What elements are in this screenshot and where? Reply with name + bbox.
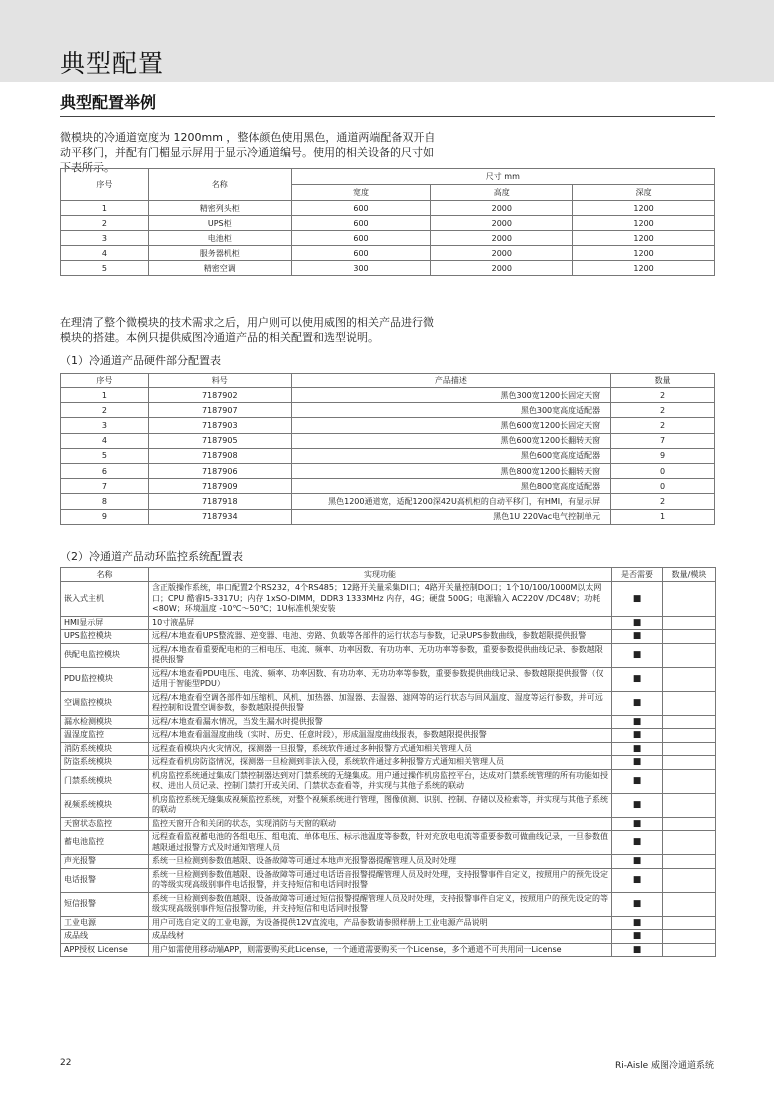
row-part-number: 7187909	[148, 479, 291, 494]
table-row	[61, 463, 715, 478]
table-row	[61, 231, 715, 246]
row-description: 黑色300宽高度适配器	[291, 403, 610, 418]
row-function: 监控天窗开合和关闭的状态，实现消防与天窗的联动	[149, 817, 612, 831]
table-row	[61, 729, 716, 743]
row-name: UPS柜	[148, 216, 291, 231]
footer-product: Ri-Aisle 威图冷通道系统	[614, 1061, 714, 1071]
monitoring-table-caption: （2）冷通道产品动环监控系统配置表	[60, 550, 243, 563]
section-divider	[60, 116, 715, 117]
required-mark: ■	[612, 582, 663, 617]
table-row	[61, 246, 715, 261]
required-mark: ■	[612, 793, 663, 817]
row-quantity: 7	[611, 433, 715, 448]
row-seq: 2	[61, 403, 149, 418]
row-seq: 1	[61, 201, 149, 216]
row-part-number: 7187903	[148, 418, 291, 433]
row-function: 远程/本地查看重要配电柜的三相电压、电流、频率、功率因数、有功功率、无功功率等参数，重要参数提供曲线记录、参数越限提供报警	[149, 643, 612, 667]
mon-header-required: 是否需要	[612, 568, 663, 582]
row-quantity	[663, 769, 716, 793]
row-name: 精密空调	[148, 261, 291, 276]
row-module-name: HMI显示屏	[61, 616, 149, 630]
row-function: 机房监控系统通过集成门禁控制器达到对门禁系统的无缝集成。用户通过操作机房监控平台，达成对门禁系统管理的所有功能如授权、进出人员记录、控制门禁打开或关闭、门禁状态查看等，并实现与其他子系统的联动	[149, 769, 612, 793]
page-number: 22	[60, 1058, 72, 1068]
table-row	[61, 479, 715, 494]
row-seq: 1	[61, 388, 149, 403]
row-part-number: 7187934	[148, 509, 291, 524]
row-seq: 4	[61, 433, 149, 448]
row-depth: 1200	[573, 246, 715, 261]
row-quantity: 1	[611, 509, 715, 524]
mon-header-name: 名称	[61, 568, 149, 582]
row-function: 系统一旦检测到参数值越限、设备故障等可通过电话语音报警提醒管理人员及时处理，支持报警事件自定义，按照用户的预先设定的等级实现高级别事件电话报警，并支持短信和电话同时报警	[149, 868, 612, 892]
intro-paragraph: 微模块的冷通道宽度为 1200mm ，整体颜色使用黑色，通道两端配备双开自动平移门，并配有门楣显示屏用于显示冷通道编号。使用的相关设备的尺寸如下表所示。	[60, 131, 436, 174]
row-quantity	[663, 793, 716, 817]
row-module-name: 嵌入式主机	[61, 582, 149, 617]
row-seq: 6	[61, 463, 149, 478]
row-quantity	[663, 892, 716, 916]
row-quantity: 9	[611, 448, 715, 463]
row-function: 系统一旦检测到参数值越限、设备故障等可通过短信报警提醒管理人员及时处理，支持报警事件自定义，按照用户的预先设定的等级实现高级别事件短信报警功能，并支持短信和电话同时报警	[149, 892, 612, 916]
table-row	[61, 494, 715, 509]
row-function: 远程/本地查看UPS整流器、逆变器、电池、旁路、负载等各部件的运行状态与参数，记录UPS参数曲线，参数超限提供报警	[149, 630, 612, 644]
table-row	[61, 742, 716, 756]
row-seq: 3	[61, 418, 149, 433]
row-function: 远程/本地查看PDU电压、电流、频率、功率因数、有功功率、无功功率等参数，重要参数提供曲线记录、参数越限提供报警（仅适用于智能型PDU）	[149, 667, 612, 691]
table-row	[61, 630, 716, 644]
row-function: 远程查看机房防盗情况，探测器一旦检测到非法入侵，系统软件通过多种报警方式通知相关管理人员	[149, 756, 612, 770]
dims-header-name: 名称	[148, 169, 291, 201]
row-width: 600	[291, 246, 431, 261]
required-mark: ■	[612, 742, 663, 756]
row-name: 服务器机柜	[148, 246, 291, 261]
row-quantity	[663, 831, 716, 855]
table-row	[61, 448, 715, 463]
row-module-name: 门禁系统模块	[61, 769, 149, 793]
row-quantity: 2	[611, 388, 715, 403]
row-quantity	[663, 742, 716, 756]
table-row	[61, 616, 716, 630]
table-row	[61, 892, 716, 916]
table-row	[61, 916, 716, 930]
row-height: 2000	[431, 231, 573, 246]
table-row	[61, 201, 715, 216]
row-quantity	[663, 643, 716, 667]
table-row	[61, 261, 715, 276]
hw-header-seq: 序号	[61, 374, 149, 388]
row-module-name: 工业电源	[61, 916, 149, 930]
row-part-number: 7187902	[148, 388, 291, 403]
required-mark: ■	[612, 756, 663, 770]
hardware-table-caption: （1）冷通道产品硬件部分配置表	[60, 354, 221, 367]
row-height: 2000	[431, 216, 573, 231]
row-quantity	[663, 616, 716, 630]
table-row	[61, 769, 716, 793]
table-row	[61, 433, 715, 448]
row-function: 含正版操作系统，串口配置2个RS232，4个RS485；12路开关量采集DI口；4路开关量控制DO口；1个10/100/1000M以太网口；CPU 酷睿I5-3317U；内存 1xSO-DIMM，DDR3 1333MHz 内存，4G；硬盘 500G；电源输入 AC220V /DC48V；功耗 <80W；环境温度 -10℃～50℃；1U标准机架安装	[149, 582, 612, 617]
header-band	[0, 0, 774, 82]
mon-header-qty: 数量/模块	[663, 568, 716, 582]
table-row	[61, 943, 716, 957]
required-mark: ■	[612, 916, 663, 930]
hw-header-part: 料号	[148, 374, 291, 388]
table-row	[61, 817, 716, 831]
dims-header-height: 高度	[431, 185, 573, 201]
second-paragraph: 在理清了整个微模块的技术需求之后，用户则可以使用威图的相关产品进行微模块的搭建。本例只提供威图冷通道产品的相关配置和选型说明。	[60, 316, 434, 344]
row-quantity	[663, 943, 716, 957]
dims-header-size: 尺寸 mm	[291, 169, 714, 185]
row-quantity: 2	[611, 418, 715, 433]
required-mark: ■	[612, 892, 663, 916]
row-module-name: 电话报警	[61, 868, 149, 892]
table-row	[61, 868, 716, 892]
table-row	[61, 509, 715, 524]
row-height: 2000	[431, 201, 573, 216]
row-height: 2000	[431, 261, 573, 276]
row-part-number: 7187908	[148, 448, 291, 463]
dimensions-table	[60, 168, 715, 276]
table-row	[61, 715, 716, 729]
row-quantity	[663, 715, 716, 729]
required-mark: ■	[612, 855, 663, 869]
table-row	[61, 216, 715, 231]
row-module-name: 防盗系统模块	[61, 756, 149, 770]
row-width: 600	[291, 231, 431, 246]
row-part-number: 7187918	[148, 494, 291, 509]
row-quantity	[663, 691, 716, 715]
row-quantity: 2	[611, 494, 715, 509]
row-description: 黑色600宽高度适配器	[291, 448, 610, 463]
row-quantity: 0	[611, 479, 715, 494]
required-mark: ■	[612, 943, 663, 957]
row-function: 机房监控系统无缝集成视频监控系统，对整个视频系统进行管理，图像侦测、识别、控制、存储以及检索等，并实现与其他子系统的联动	[149, 793, 612, 817]
row-function: 远程查看监视蓄电池的各组电压、组电流、单体电压、标示池温度等参数，针对充放电电流等重要参数可做曲线记录，一旦参数值越限通过报警方式及时通知管理人员	[149, 831, 612, 855]
row-quantity: 2	[611, 403, 715, 418]
page-title: 典型配置	[60, 49, 165, 78]
required-mark: ■	[612, 817, 663, 831]
row-part-number: 7187906	[148, 463, 291, 478]
row-seq: 9	[61, 509, 149, 524]
table-row	[61, 831, 716, 855]
required-mark: ■	[612, 831, 663, 855]
row-seq: 2	[61, 216, 149, 231]
required-mark: ■	[612, 691, 663, 715]
row-function: 远程/本地查看空调各部件如压缩机、风机、加热器、加湿器、去湿器、滤网等的运行状态与回风温度、湿度等运行参数，并可远程控制和设置空调参数，参数越限提供报警	[149, 691, 612, 715]
row-quantity	[663, 930, 716, 944]
required-mark: ■	[612, 729, 663, 743]
row-description: 黑色600宽1200长翻转天窗	[291, 433, 610, 448]
table-row	[61, 756, 716, 770]
dims-header-width: 宽度	[291, 185, 431, 201]
row-quantity	[663, 756, 716, 770]
row-width: 600	[291, 216, 431, 231]
row-part-number: 7187905	[148, 433, 291, 448]
table-row	[61, 643, 716, 667]
row-depth: 1200	[573, 231, 715, 246]
row-description: 黑色800宽高度适配器	[291, 479, 610, 494]
row-function: 远程/本地查看漏水情况，当发生漏水时提供报警	[149, 715, 612, 729]
row-module-name: 蓄电池监控	[61, 831, 149, 855]
row-module-name: 视频系统模块	[61, 793, 149, 817]
row-seq: 5	[61, 448, 149, 463]
row-module-name: 温湿度监控	[61, 729, 149, 743]
row-depth: 1200	[573, 261, 715, 276]
table-row	[61, 582, 716, 617]
required-mark: ■	[612, 930, 663, 944]
required-mark: ■	[612, 616, 663, 630]
dims-header-depth: 深度	[573, 185, 715, 201]
table-row	[61, 793, 716, 817]
row-seq: 5	[61, 261, 149, 276]
required-mark: ■	[612, 667, 663, 691]
row-seq: 8	[61, 494, 149, 509]
row-description: 黑色600宽1200长固定天窗	[291, 418, 610, 433]
row-function: 远程查看模块内火灾情况，探测器一旦报警，系统软件通过多种报警方式通知相关管理人员	[149, 742, 612, 756]
row-function: 用户如需使用移动端APP，则需要购买此License，一个通道需要购买一个License，多个通道不可共用同一License	[149, 943, 612, 957]
row-quantity	[663, 916, 716, 930]
table-row	[61, 418, 715, 433]
row-seq: 7	[61, 479, 149, 494]
row-seq: 3	[61, 231, 149, 246]
row-module-name: 天窗状态监控	[61, 817, 149, 831]
hardware-table	[60, 373, 715, 525]
row-width: 600	[291, 201, 431, 216]
table-row	[61, 667, 716, 691]
hw-header-qty: 数量	[611, 374, 715, 388]
table-row	[61, 403, 715, 418]
row-module-name: APP授权 License	[61, 943, 149, 957]
row-description: 黑色1200通道宽，适配1200深42U高机柜的自动平移门，有HMI，有显示屏	[291, 494, 610, 509]
row-quantity	[663, 667, 716, 691]
row-module-name: 声光报警	[61, 855, 149, 869]
row-quantity	[663, 855, 716, 869]
required-mark: ■	[612, 868, 663, 892]
row-quantity	[663, 817, 716, 831]
monitoring-table	[60, 567, 716, 957]
row-width: 300	[291, 261, 431, 276]
hw-header-desc: 产品描述	[291, 374, 610, 388]
row-name: 精密列头柜	[148, 201, 291, 216]
row-module-name: UPS监控模块	[61, 630, 149, 644]
section-subtitle: 典型配置举例	[60, 93, 157, 112]
required-mark: ■	[612, 769, 663, 793]
row-module-name: 短信报警	[61, 892, 149, 916]
table-row	[61, 388, 715, 403]
row-description: 黑色800宽1200长翻转天窗	[291, 463, 610, 478]
required-mark: ■	[612, 630, 663, 644]
row-module-name: 供配电监控模块	[61, 643, 149, 667]
row-module-name: 漏水检测模块	[61, 715, 149, 729]
row-quantity	[663, 582, 716, 617]
row-depth: 1200	[573, 216, 715, 231]
row-part-number: 7187907	[148, 403, 291, 418]
row-function: 远程/本地查看温湿度曲线（实时、历史、任意时段），形成温湿度曲线报表，参数越限提供报警	[149, 729, 612, 743]
row-name: 电池柜	[148, 231, 291, 246]
row-module-name: 成品线	[61, 930, 149, 944]
row-description: 黑色1U 220Vac电气控制单元	[291, 509, 610, 524]
table-row	[61, 855, 716, 869]
row-quantity	[663, 868, 716, 892]
row-module-name: 空调监控模块	[61, 691, 149, 715]
row-function: 用户可选自定义的工业电源，为设备提供12V直流电，产品参数请参照样册上工业电源产品说明	[149, 916, 612, 930]
table-row	[61, 930, 716, 944]
row-module-name: 消防系统模块	[61, 742, 149, 756]
row-seq: 4	[61, 246, 149, 261]
row-description: 黑色300宽1200长固定天窗	[291, 388, 610, 403]
row-quantity	[663, 630, 716, 644]
table-row	[61, 691, 716, 715]
row-height: 2000	[431, 246, 573, 261]
row-depth: 1200	[573, 201, 715, 216]
required-mark: ■	[612, 643, 663, 667]
row-quantity: 0	[611, 463, 715, 478]
row-function: 10寸液晶屏	[149, 616, 612, 630]
mon-header-function: 实现功能	[149, 568, 612, 582]
row-function: 系统一旦检测到参数值越限、设备故障等可通过本地声光报警器提醒管理人员及时处理	[149, 855, 612, 869]
required-mark: ■	[612, 715, 663, 729]
row-module-name: PDU监控模块	[61, 667, 149, 691]
dims-header-seq: 序号	[61, 169, 149, 201]
row-quantity	[663, 729, 716, 743]
row-function: 成品线材	[149, 930, 612, 944]
